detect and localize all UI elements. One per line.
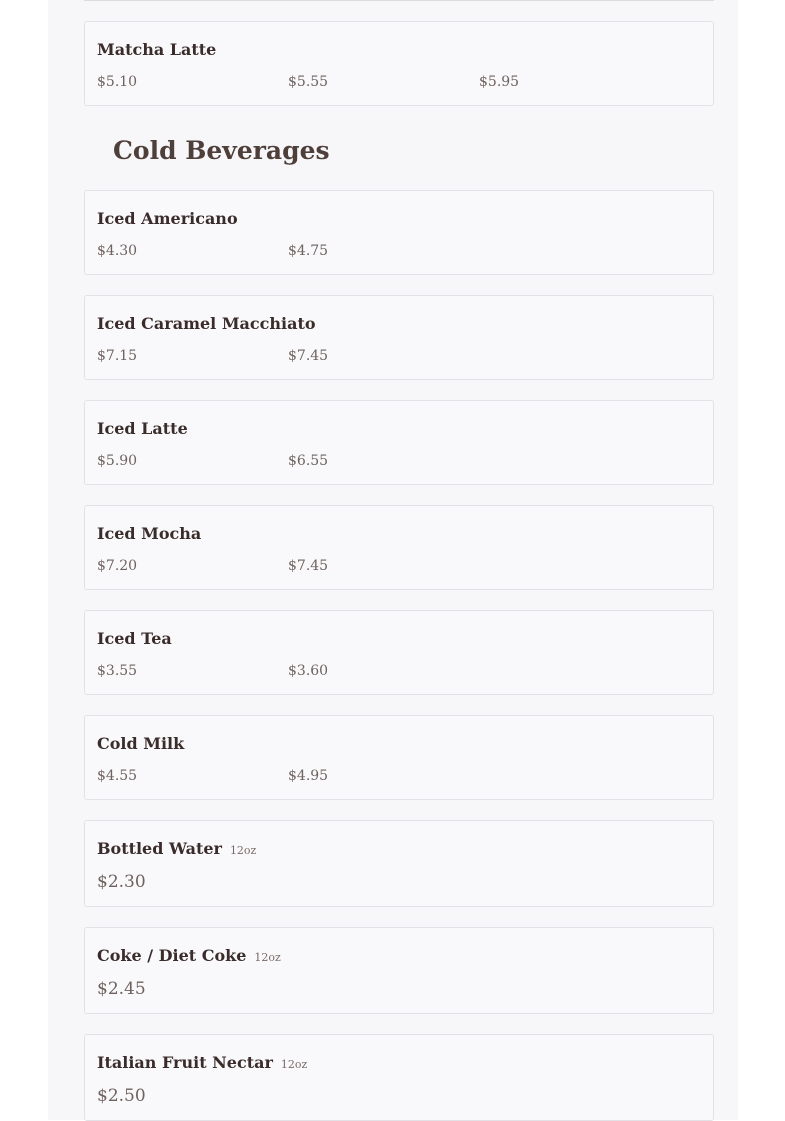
item-price: $5.55: [288, 74, 329, 90]
item-name: Matcha Latte: [97, 40, 217, 59]
item-price: $2.50: [97, 1086, 146, 1106]
item-name: Iced Mocha: [97, 524, 202, 543]
menu-item-card: [84, 610, 714, 695]
item-name: Italian Fruit Nectar: [97, 1053, 273, 1072]
item-price: $5.95: [479, 74, 520, 90]
item-price: $5.90: [97, 453, 138, 469]
item-price: $6.55: [288, 453, 329, 469]
menu-item-card: [84, 505, 714, 590]
menu-item-card: [84, 21, 714, 106]
item-name-row: [97, 1053, 307, 1072]
item-name: Iced Latte: [97, 419, 188, 438]
item-price: $2.30: [97, 872, 146, 892]
section-title: Cold Beverages: [113, 136, 330, 165]
size-tag: 12oz: [254, 951, 281, 964]
item-price: $7.45: [288, 558, 329, 574]
menu-item-card: [84, 820, 714, 907]
item-name-row: [97, 839, 256, 858]
divider: [84, 0, 714, 1]
item-name: Iced Tea: [97, 629, 172, 648]
item-price: $4.30: [97, 243, 138, 259]
item-price: $5.10: [97, 74, 138, 90]
menu-item-card: [84, 190, 714, 275]
item-price: $4.75: [288, 243, 329, 259]
item-name: Cold Milk: [97, 734, 185, 753]
item-name: Bottled Water: [97, 839, 222, 858]
item-price: $7.45: [288, 348, 329, 364]
item-price: $2.45: [97, 979, 146, 999]
item-price: $7.15: [97, 348, 138, 364]
size-tag: 12oz: [280, 1058, 308, 1071]
size-tag: 12oz: [229, 844, 257, 857]
item-price: $4.55: [97, 768, 138, 784]
item-price: $3.55: [97, 663, 138, 679]
menu-item-card: [84, 715, 714, 800]
item-price: $7.20: [97, 558, 138, 574]
item-price: $4.95: [288, 768, 329, 784]
item-name: Coke / Diet Coke: [97, 946, 247, 965]
item-name-row: [97, 946, 281, 965]
item-name: Iced Americano: [97, 209, 238, 228]
menu-item-card: [84, 1034, 714, 1121]
menu-item-card: [84, 400, 714, 485]
item-name: Iced Caramel Macchiato: [97, 314, 316, 333]
menu-item-card: [84, 295, 714, 380]
item-price: $3.60: [288, 663, 329, 679]
menu-item-card: [84, 927, 714, 1014]
